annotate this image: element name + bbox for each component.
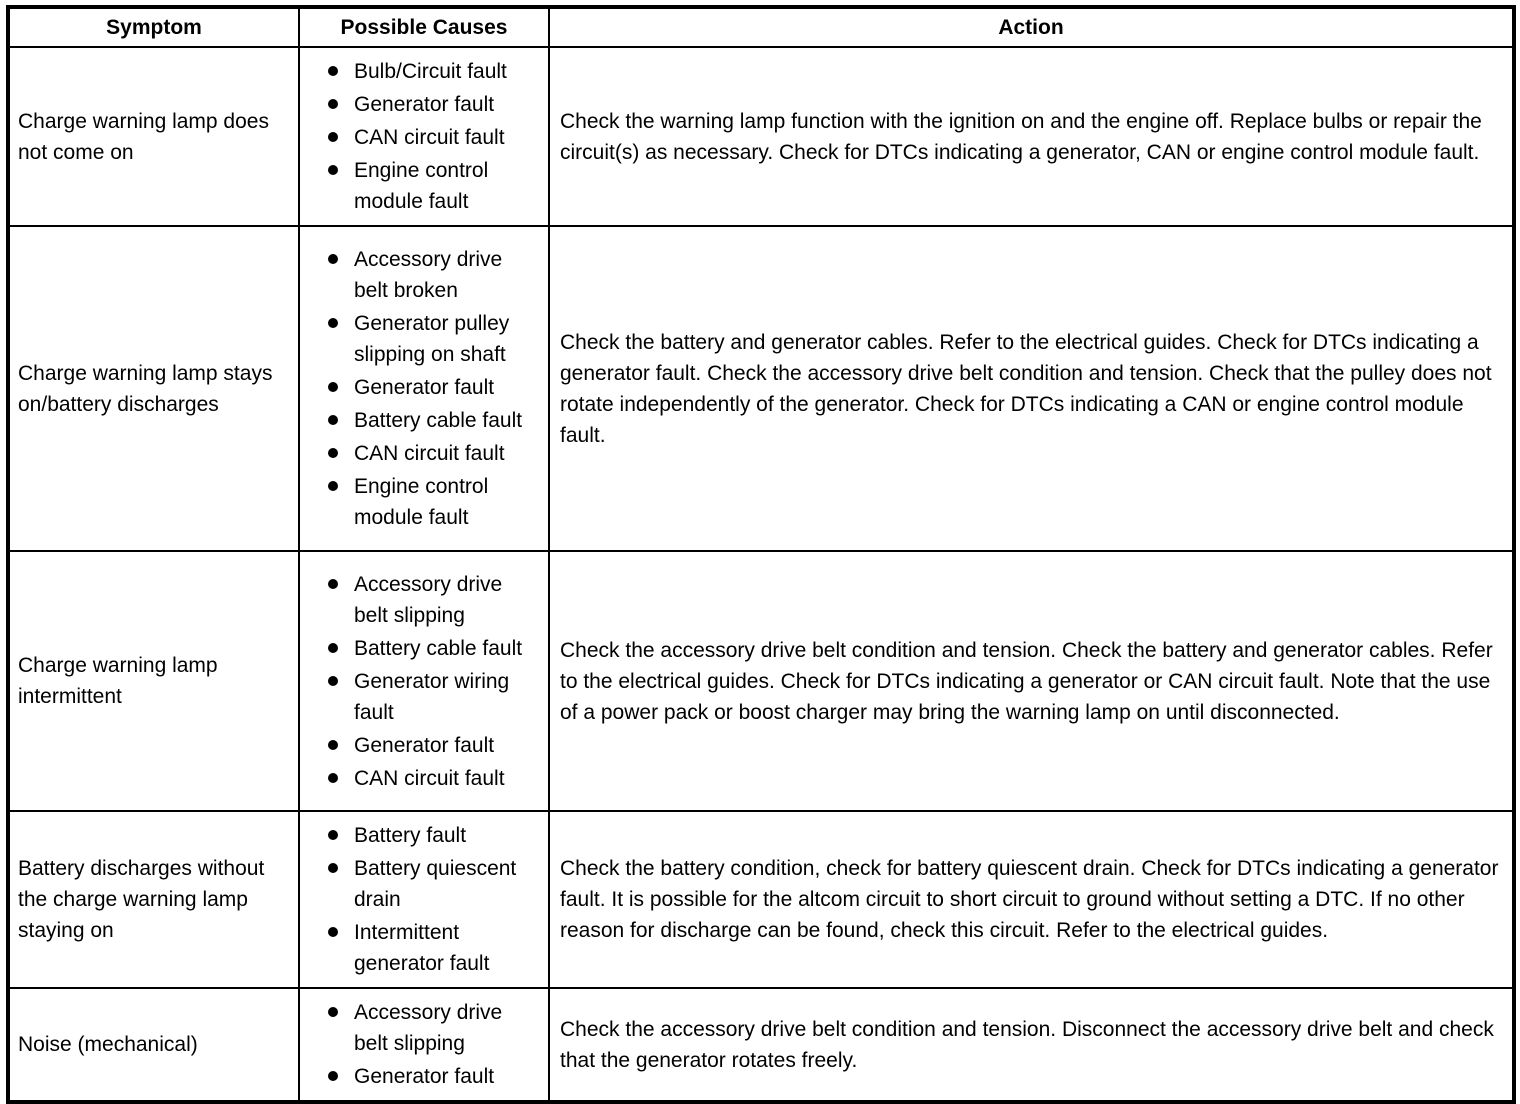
column-header-action: Action [549, 7, 1514, 47]
bullet-icon [328, 448, 338, 458]
bullet-icon [328, 863, 338, 873]
table-row [8, 47, 1514, 226]
causes-list [300, 569, 538, 794]
bullet-icon [328, 382, 338, 392]
bullet-icon [328, 927, 338, 937]
action-cell: Check the accessory drive belt condition and tension. Check the battery and generator cables. Refer to the electrical guides. Check for DTCs indicating a generator or CAN circuit fault. Note that the use of a power pack or boost charger may bring the warning lamp on until disconnected. [549, 551, 1514, 811]
cause-item [328, 405, 538, 436]
bullet-icon [328, 740, 338, 750]
header-row [8, 7, 1514, 47]
column-header-symptom: Symptom [8, 7, 299, 47]
cause-text: Engine control module fault [354, 475, 489, 529]
symptom-cell: Charge warning lamp intermittent [8, 551, 299, 811]
table-row [8, 988, 1514, 1102]
cause-item [328, 244, 538, 306]
bullet-icon [328, 66, 338, 76]
bullet-icon [328, 415, 338, 425]
symptom-cell: Battery discharges without the charge warning lamp staying on [8, 811, 299, 988]
column-header-possible-causes: Possible Causes [299, 7, 549, 47]
action-cell: Check the battery and generator cables. Refer to the electrical guides. Check for DTCs indicating a generator fault. Check the accessory drive belt condition and tension. Check that the pulley does not rotate independently of the generator. Check for DTCs indicating a CAN or engine control module fault. [549, 226, 1514, 551]
cause-text: Accessory drive belt broken [354, 248, 503, 302]
cause-text: CAN circuit fault [354, 766, 505, 790]
cause-item [328, 763, 538, 794]
causes-cell [299, 551, 549, 811]
cause-text: CAN circuit fault [354, 126, 505, 149]
cause-text: Generator pulley slipping on shaft [354, 312, 510, 366]
cause-item [328, 1061, 538, 1092]
cause-item [328, 917, 538, 979]
bullet-icon [328, 579, 338, 589]
bullet-icon [328, 318, 338, 328]
table-row [8, 811, 1514, 988]
bullet-icon [328, 830, 338, 840]
cause-text: Engine control module fault [354, 159, 489, 213]
cause-item [328, 471, 538, 533]
cause-text: Intermittent generator fault [354, 921, 490, 975]
causes-cell [299, 811, 549, 988]
action-cell: Check the warning lamp function with the ignition on and the engine off. Replace bulbs or repair the circuit(s) as necessary. Check for DTCs indicating a generator, CAN or engine control module fault. [549, 47, 1514, 226]
symptom-diagnosis-table [6, 5, 1516, 1104]
cause-item [328, 997, 538, 1059]
cause-item [328, 438, 538, 469]
cause-text: Generator fault [354, 733, 495, 757]
causes-cell [299, 226, 549, 551]
table-row [8, 226, 1514, 551]
bullet-icon [328, 254, 338, 264]
cause-text: Accessory drive belt slipping [354, 572, 503, 627]
cause-item [328, 89, 538, 120]
cause-item [328, 853, 538, 915]
causes-cell [299, 988, 549, 1102]
action-cell: Check the battery condition, check for battery quiescent drain. Check for DTCs indicating a generator fault. It is possible for the altcom circuit to short circuit to ground without setting a DTC. If no other reason for discharge can be found, check this circuit. Refer to the electrical guides. [549, 811, 1514, 988]
cause-text: Battery fault [354, 824, 467, 847]
causes-list [300, 997, 538, 1092]
cause-text: Battery cable fault [354, 409, 523, 432]
symptom-cell: Charge warning lamp stays on/battery discharges [8, 226, 299, 551]
bullet-icon [328, 1071, 338, 1081]
causes-cell [299, 47, 549, 226]
bullet-icon [328, 1007, 338, 1017]
action-cell: Check the accessory drive belt condition and tension. Disconnect the accessory drive belt and check that the generator rotates freely. [549, 988, 1514, 1102]
cause-text: Generator fault [354, 1065, 495, 1088]
bullet-icon [328, 132, 338, 142]
cause-item [328, 308, 538, 370]
cause-item [328, 633, 538, 664]
bullet-icon [328, 676, 338, 686]
cause-item [328, 820, 538, 851]
cause-item [328, 569, 538, 631]
bullet-icon [328, 99, 338, 109]
cause-text: Battery cable fault [354, 636, 523, 660]
bullet-icon [328, 773, 338, 783]
cause-item [328, 666, 538, 728]
table-row [8, 551, 1514, 811]
cause-item [328, 56, 538, 87]
cause-text: Accessory drive belt slipping [354, 1001, 503, 1055]
cause-text: Battery quiescent drain [354, 857, 517, 911]
cause-text: Generator fault [354, 376, 495, 399]
causes-list [300, 56, 538, 217]
cause-text: Bulb/Circuit fault [354, 60, 507, 83]
cause-text: Generator wiring fault [354, 669, 510, 724]
bullet-icon [328, 643, 338, 653]
cause-item [328, 155, 538, 217]
cause-item [328, 730, 538, 761]
cause-text: CAN circuit fault [354, 442, 505, 465]
causes-list [300, 244, 538, 533]
cause-text: Generator fault [354, 93, 495, 116]
symptom-cell: Noise (mechanical) [8, 988, 299, 1102]
cause-item [328, 122, 538, 153]
symptom-cell: Charge warning lamp does not come on [8, 47, 299, 226]
bullet-icon [328, 165, 338, 175]
bullet-icon [328, 481, 338, 491]
causes-list [300, 820, 538, 979]
cause-item [328, 372, 538, 403]
